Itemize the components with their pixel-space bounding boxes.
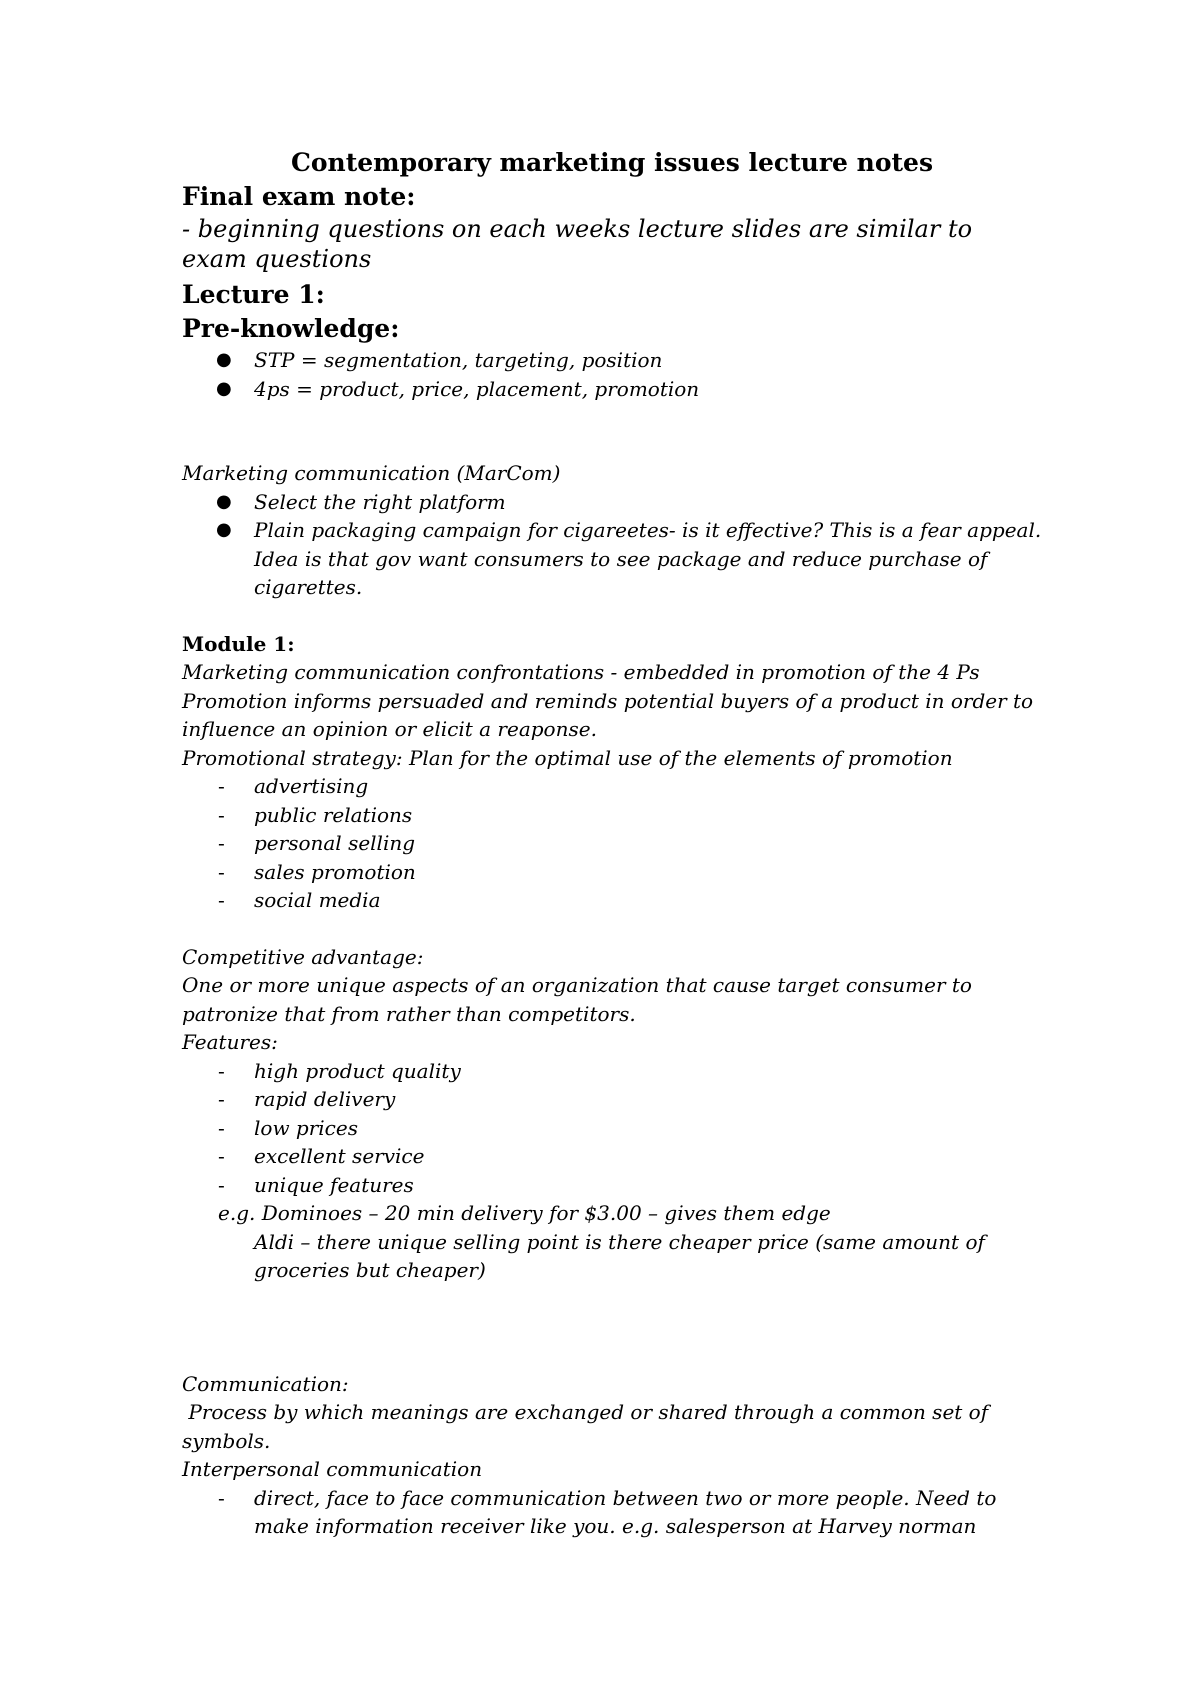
list-item: - unique features bbox=[182, 1171, 1042, 1200]
dash-icon: - bbox=[218, 1087, 225, 1111]
dash-icon: - bbox=[218, 859, 225, 884]
example-line: e.g. Dominoes – 20 min delivery for $3.00 – gives them edge bbox=[218, 1201, 831, 1225]
pre-knowledge-heading: Pre-knowledge: bbox=[182, 314, 400, 343]
list-item: - rapid delivery bbox=[182, 1085, 1042, 1114]
list-item: - public relations bbox=[182, 801, 1042, 830]
dash-icon: - bbox=[218, 1115, 225, 1140]
module-line: Promotional strategy: Plan for the optimal use of the elements of promotion bbox=[182, 745, 953, 770]
list-item: - advertising bbox=[182, 772, 1042, 801]
bullet-icon: ● bbox=[216, 519, 232, 540]
communication-definition: Process by which meanings are exchanged or shared through a common set of symbols. bbox=[182, 1400, 995, 1453]
dash-icon: - bbox=[218, 802, 225, 827]
module-line: Marketing communication confrontations - embedded in promotion of the 4 Ps bbox=[182, 660, 980, 684]
dash-icon: - bbox=[218, 774, 225, 798]
final-exam-heading: Final exam note: bbox=[182, 182, 416, 211]
examples-block bbox=[182, 1199, 1042, 1285]
pre-knowledge-list bbox=[182, 346, 1042, 403]
list-item: ● Plain packaging campaign for cigareetes- is it effective? This is a fear appeal. Idea is that gov want consumers to see package and reduce purchase of cigarettes. bbox=[216, 518, 1042, 599]
list-item: - social media bbox=[182, 886, 1042, 915]
list-item: ● STP = segmentation, targeting, position bbox=[182, 346, 1042, 375]
features-label: Features: bbox=[182, 1030, 278, 1054]
final-exam-text: - beginning questions on each weeks lecture slides are similar to exam questions bbox=[182, 215, 973, 273]
competitive-heading: Competitive advantage: bbox=[182, 944, 424, 969]
document-body bbox=[182, 146, 1042, 1541]
dash-icon: - bbox=[218, 888, 225, 912]
bullet-icon: ● bbox=[216, 377, 232, 399]
communication-heading: Communication: bbox=[182, 1371, 349, 1396]
marcom-list bbox=[182, 488, 1042, 602]
promotion-elements-list bbox=[182, 772, 1042, 915]
bullet-icon: ● bbox=[216, 349, 232, 370]
dash-icon: - bbox=[218, 1172, 225, 1197]
list-item: - low prices bbox=[182, 1114, 1042, 1143]
dash-icon: - bbox=[218, 831, 225, 855]
marcom-heading: Marketing communication (MarCom) bbox=[182, 461, 561, 485]
list-item: - personal selling bbox=[182, 829, 1042, 858]
document-title: Contemporary marketing issues lecture notes bbox=[290, 148, 934, 177]
list-item: - sales promotion bbox=[182, 858, 1042, 887]
dash-icon: - bbox=[218, 1144, 225, 1168]
list-item: - high product quality bbox=[182, 1057, 1042, 1086]
example-line: Aldi – there unique selling point is there cheaper price (same amount of groceries but cheaper) bbox=[254, 1229, 985, 1282]
module-heading: Module 1: bbox=[182, 631, 295, 656]
list-item: ● Select the right platform bbox=[182, 488, 1042, 517]
list-item: - direct, face to face communication between two or more people. Need to make information receiver like you. e.g. salesperson at Harvey norman bbox=[218, 1485, 997, 1538]
interpersonal-heading: Interpersonal communication bbox=[182, 1457, 483, 1481]
dash-icon: - bbox=[218, 1058, 225, 1083]
bullet-icon: ● bbox=[216, 490, 232, 512]
list-item: ● 4ps = product, price, placement, promotion bbox=[182, 375, 1042, 404]
module-line: Promotion informs persuaded and reminds potential buyers of a product in order to influence an opinion or elicit a reaponse. bbox=[182, 688, 1034, 741]
lecture-heading: Lecture 1: bbox=[182, 280, 325, 309]
features-list bbox=[182, 1057, 1042, 1200]
competitive-definition: One or more unique aspects of an organization that cause target consumer to patronize that from rather than competitors. bbox=[182, 973, 972, 1026]
list-item: - excellent service bbox=[182, 1142, 1042, 1171]
interpersonal-list bbox=[182, 1484, 1042, 1541]
dash-icon: - bbox=[218, 1485, 225, 1510]
